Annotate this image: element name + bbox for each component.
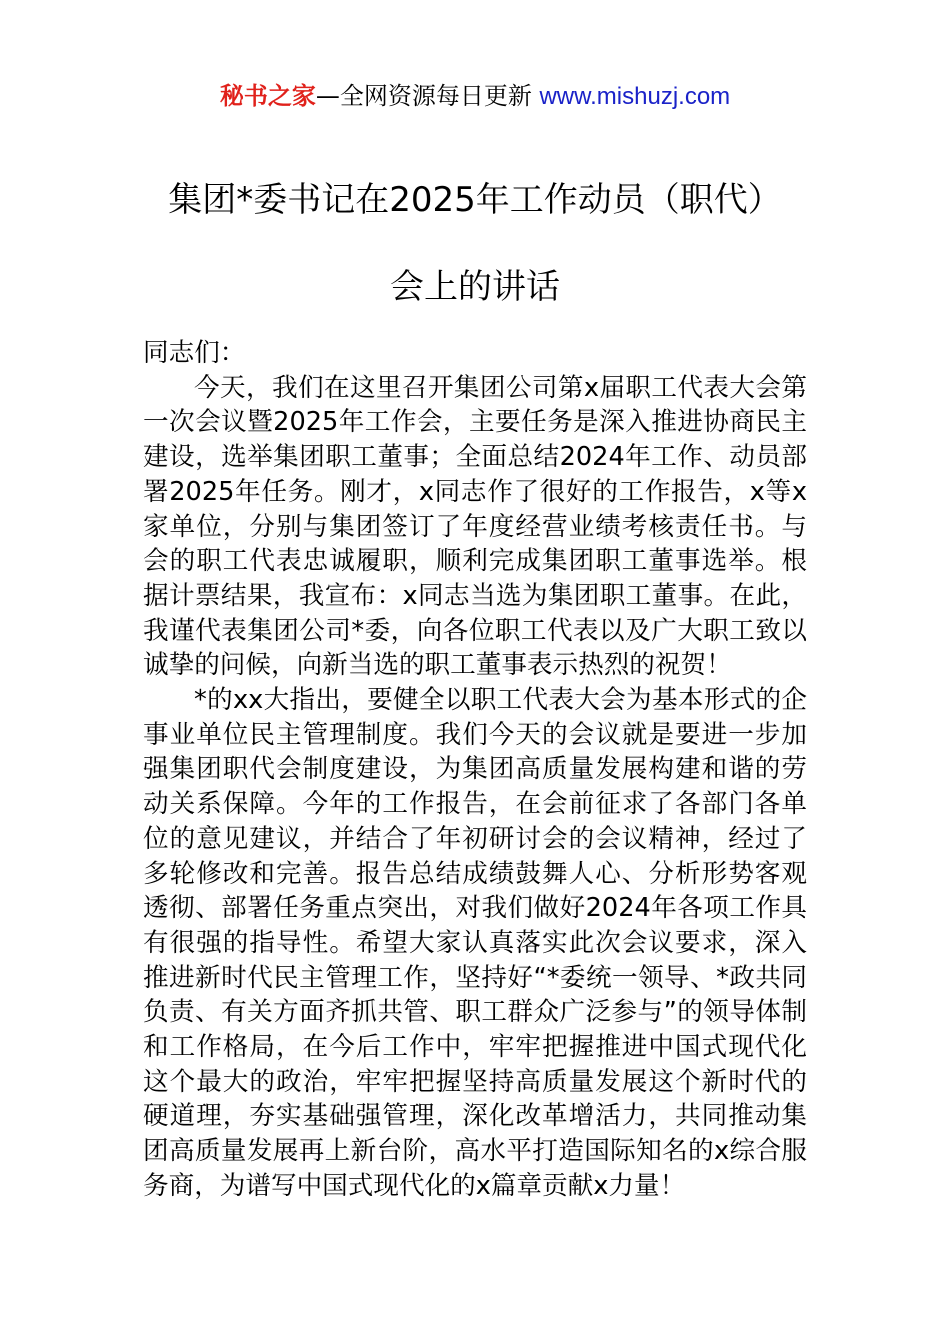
brand-name: 秘书之家 bbox=[219, 82, 316, 110]
site-url[interactable]: www.mishuzj.com bbox=[539, 83, 731, 110]
title-line-2: 会上的讲话 bbox=[390, 267, 560, 307]
salutation: 同志们： bbox=[143, 338, 246, 368]
speech-body bbox=[143, 336, 807, 1204]
title-line-1: 集团*委书记在2025年工作动员（职代） bbox=[168, 180, 782, 220]
paragraph-1: 今天，我们在这里召开集团公司第x届职工代表大会第一次会议暨2025年工作会，主要任务是深入推进协商民主建设，选举集团职工董事；全面总结2024年工作、动员部署2025年任务。刚才，x同志作了很好的工作报告，x等x家单位，分别与集团签订了年度经营业绩考核责任书。与会的职工代表忠诚履职，顺利完成集团职工董事选举。根据计票结果，我宣布：x同志当选为集团职工董事。在此，我谨代表集团公司*委，向各位职工代表以及广大职工致以诚挚的问候，向新当选的职工董事表示热烈的祝贺！ bbox=[143, 372, 807, 681]
site-header bbox=[0, 80, 950, 113]
header-slogan: —全网资源每日更新 bbox=[315, 82, 532, 110]
document-title bbox=[0, 178, 950, 309]
paragraph-2: *的xx大指出，要健全以职工代表大会为基本形式的企事业单位民主管理制度。我们今天的会议就是要进一步加强集团职代会制度建设，为集团高质量发展构建和谐的劳动关系保障。今年的工作报告，在会前征求了各部门各单位的意见建议，并结合了年初研讨会的会议精神，经过了多轮修改和完善。报告总结成绩鼓舞人心、分析形势客观透彻、部署任务重点突出，对我们做好2024年各项工作具有很强的指导性。希望大家认真落实此次会议要求，深入推进新时代民主管理工作，坚持好“*委统一领导、*政共同负责、有关方面齐抓共管、职工群众广泛参与”的领导体制和工作格局，在今后工作中，牢牢把握推进中国式现代化这个最大的政治，牢牢把握坚持高质量发展这个新时代的硬道理，夯实基础强管理，深化改革增活力，共同推动集团高质量发展再上新台阶，高水平打造国际知名的x综合服务商，为谱写中国式现代化的x篇章贡献x力量！ bbox=[143, 685, 807, 1201]
